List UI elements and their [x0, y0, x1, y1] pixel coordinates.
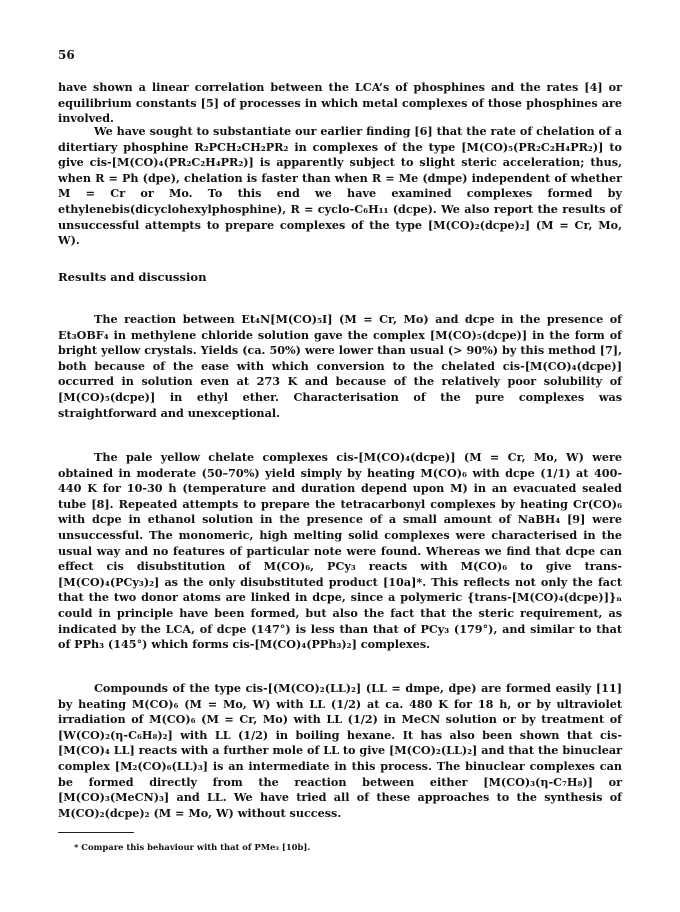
footnote: * Compare this behaviour with that of PMe₃ [10b].	[74, 842, 311, 852]
paragraph-results-1: The reaction between Et₄N[M(CO)₅I] (M = Cr, Mo) and dcpe in the presence of Et₃OBF₄ in methylene chloride solution gave the complex [M(CO)₅(dcpe)] in the form of bright yellow crystals. Yields (ca. 50%) were lower than usual (> 90%) by this method [7], both because of the ease with which conversion to the chelated cis-[M(CO)₄(dcpe)] occurred in solution even at 273 K and because of the relatively poor solubility of [M(CO)₅(dcpe)] in ethyl ether. Characterisation of the pure complexes was straightforward and unexceptional.	[58, 312, 622, 420]
paragraph-results-2: The pale yellow chelate complexes cis-[M(CO)₄(dcpe)] (M = Cr, Mo, W) were obtained in moderate (50–70%) yield simply by heating M(CO)₆ with dcpe (1/1) at 400-440 K for 10-30 h (temperature and duration depend upon M) in an evacuated sealed tube [8]. Repeated attempts to prepare the tetracarbonyl complexes by heating Cr(CO)₆ with dcpe in ethanol solution in the presence of a small amount of NaBH₄ [9] were unsuccessful. The monomeric, high melting solid complexes were characterised in the usual way and no features of particular note were found. Whereas we find that dcpe can effect cis disubstitution of M(CO)₆, PCy₃ reacts with M(CO)₆ to give trans-[M(CO)₄(PCy₃)₂] as the only disubstituted product [10a]*. This reflects not only the fact that the two donor atoms are linked in dcpe, since a polymeric {trans-[M(CO)₄(dcpe)]}ₙ could in principle have been formed, but also the fact that the steric requirement, as indicated by the LCA, of dcpe (147°) is less than that of PCy₃ (179°), and similar to that of PPh₃ (145°) which forms cis-[M(CO)₄(PPh₃)₂] complexes.	[58, 450, 622, 652]
paragraph-results-3: Compounds of the type cis-[(M(CO)₂(LL)₂] (LL = dmpe, dpe) are formed easily [11] by heating M(CO)₆ (M = Mo, W) with LL (1/2) at ca. 480 K for 18 h, or by ultraviolet irradiation of M(CO)₆ (M = Cr, Mo) with LL (1/2) in MeCN solution or by treatment of [W(CO)₂(η-C₆H₈)₂] with LL (1/2) in boiling hexane. It has also been shown that cis-[M(CO)₄ LL] reacts with a further mole of LL to give [M(CO)₂(LL)₂] and that the binuclear complex [M₂(CO)₆(LL)₃] is an intermediate in this process. The binuclear complexes can be formed directly from the reaction between either [M(CO)₃(η-C₇H₈)] or [M(CO)₃(MeCN)₃] and LL. We have tried all of these approaches to the synthesis of M(CO)₂(dcpe)₂ (M = Mo, W) without success.	[58, 681, 622, 820]
footnote-divider	[58, 832, 134, 833]
paragraph-intro-continuation: have shown a linear correlation between the LCA’s of phosphines and the rates [4] or equilibrium constants [5] of processes in which metal complexes of those phosphines are involved.	[58, 80, 622, 126]
paragraph-chelation-study: We have sought to substantiate our earlier finding [6] that the rate of chelation of a ditertiary phosphine R₂PCH₂CH₂PR₂ in complexes of the type [M(CO)₅(PR₂C₂H₄PR₂)] to give cis-[M(CO)₄(PR₂C₂H₄PR₂)] is apparently subject to slight steric acceleration; thus, when R = Ph (dpe), chelation is faster than when R = Me (dmpe) independent of whether M = Cr or Mo. To this end we have examined complexes formed by ethylenebis(dicyclohexylphosphine), R = cyclo-C₆H₁₁ (dcpe). We also report the results of unsuccessful attempts to prepare complexes of the type [M(CO)₂(dcpe)₂] (M = Cr, Mo, W).	[58, 124, 622, 248]
page-number: 56	[58, 48, 75, 62]
section-heading: Results and discussion	[58, 270, 207, 284]
